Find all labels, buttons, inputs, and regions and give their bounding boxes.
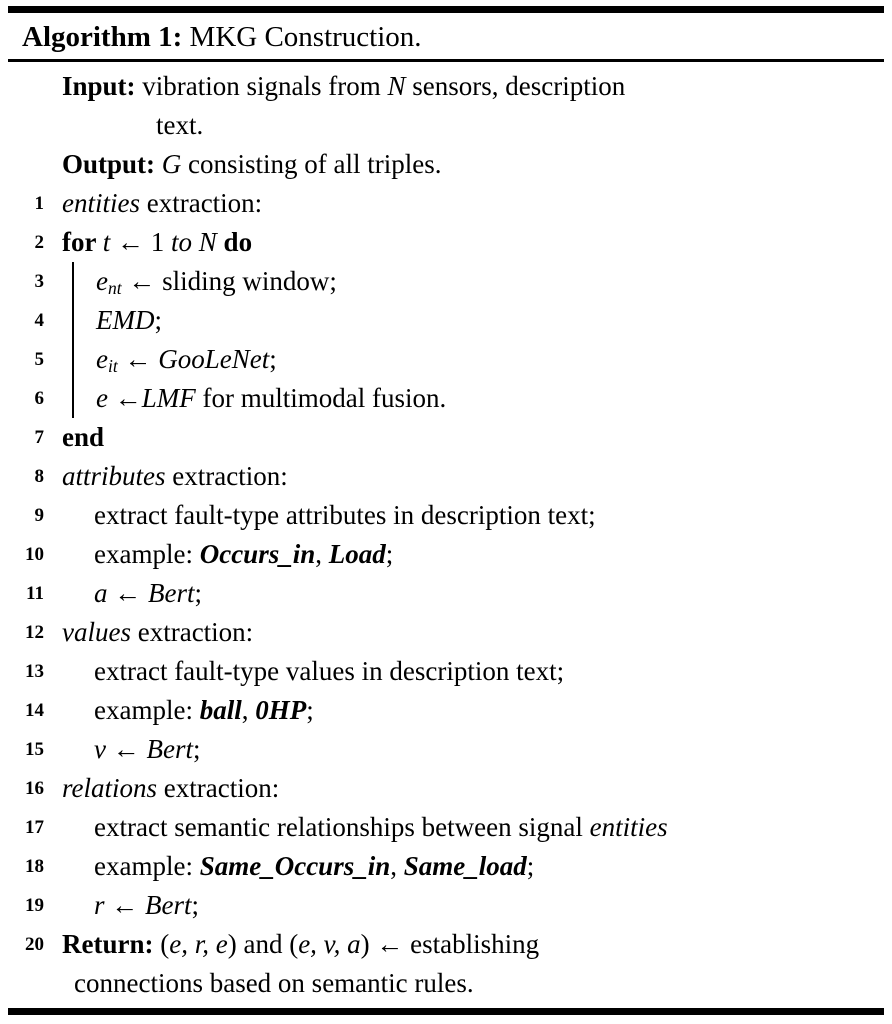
text-segment: v <box>94 734 106 764</box>
algorithm-title-label: Algorithm 1: <box>22 21 183 53</box>
line-content <box>44 652 564 691</box>
line-number <box>8 106 44 145</box>
line-number: 19 <box>25 895 44 916</box>
text-segment: ← <box>104 890 146 920</box>
line-content <box>44 418 104 457</box>
text-segment: ← <box>105 734 147 764</box>
text-segment: ← <box>117 344 159 374</box>
line-content <box>44 457 288 496</box>
line-number: 1 <box>34 193 44 214</box>
text-segment: t <box>102 227 111 257</box>
text-segment: extraction: <box>130 617 254 647</box>
line-number: 7 <box>34 427 44 448</box>
text-segment: , <box>241 695 256 725</box>
text-segment: Bert <box>146 734 193 764</box>
algorithm-title-name: MKG Construction. <box>182 21 422 53</box>
algorithm-line <box>8 769 884 808</box>
text-segment: e, r, e <box>169 929 228 959</box>
line-content <box>72 379 446 418</box>
algorithm-line <box>8 379 884 418</box>
text-segment: e <box>96 344 108 374</box>
algorithm-line <box>8 535 884 574</box>
top-rule <box>8 6 884 13</box>
line-content <box>44 886 199 925</box>
algorithm-line <box>8 652 884 691</box>
text-segment: ← <box>107 578 148 608</box>
text-segment: ; <box>192 734 201 764</box>
text-segment: Same_load <box>403 851 527 881</box>
text-segment: sensors, description <box>405 71 626 101</box>
text-segment: e <box>96 383 108 413</box>
text-segment: a <box>94 578 108 608</box>
algorithm-line <box>8 574 884 613</box>
text-segment: G <box>161 149 182 179</box>
text-segment: ( <box>160 929 170 959</box>
text-segment: ← sliding window; <box>121 266 337 296</box>
line-content <box>44 730 201 769</box>
text-segment: extraction: <box>139 188 263 218</box>
line-number <box>8 145 44 184</box>
line-content <box>44 496 596 535</box>
line-number: 15 <box>25 739 44 760</box>
line-number: 12 <box>25 622 44 643</box>
text-segment: connections based on semantic rules. <box>74 968 474 998</box>
line-number: 10 <box>25 544 44 565</box>
line-number <box>8 67 44 106</box>
text-segment: GooLeNet <box>158 344 270 374</box>
algorithm-line <box>8 964 884 1003</box>
text-segment: extraction: <box>157 773 280 803</box>
line-number: 13 <box>25 661 44 682</box>
text-segment: extraction: <box>165 461 288 491</box>
line-content <box>44 184 262 223</box>
text-segment: Output: <box>62 149 162 179</box>
text-segment: extract fault-type attributes in description text; <box>94 500 596 530</box>
text-segment: ; <box>191 890 200 920</box>
text-segment: , <box>390 851 404 881</box>
line-content <box>44 691 314 730</box>
line-content <box>44 964 474 1003</box>
algorithm-line <box>8 925 884 964</box>
algorithm-line <box>8 691 884 730</box>
text-segment: r <box>94 890 105 920</box>
text-segment: ← 1 <box>110 227 172 257</box>
text-segment: , <box>315 539 329 569</box>
text-segment <box>192 227 199 257</box>
text-segment: Bert <box>148 578 195 608</box>
text-segment: N <box>198 227 217 257</box>
line-number: 8 <box>34 466 44 487</box>
line-content <box>44 223 252 262</box>
text-segment: ball <box>199 695 242 725</box>
text-segment: e <box>96 266 108 296</box>
text-segment: extract semantic relationships between signal <box>94 812 590 842</box>
line-content <box>44 847 534 886</box>
text-segment: ; <box>526 851 535 881</box>
bottom-rule <box>8 1008 884 1015</box>
text-segment: ) and ( <box>227 929 299 959</box>
line-content <box>44 535 393 574</box>
line-number: 3 <box>34 271 44 292</box>
algorithm-line <box>8 418 884 457</box>
line-number: 14 <box>25 700 44 721</box>
text-segment: LMF <box>141 383 196 413</box>
text-segment: attributes <box>62 461 166 491</box>
text-segment: relations <box>62 773 158 803</box>
line-content <box>72 301 162 340</box>
text-segment: entities <box>589 812 668 842</box>
text-segment: text. <box>156 110 204 140</box>
text-segment: for <box>62 227 103 257</box>
algorithm-line <box>8 223 884 262</box>
text-segment: consisting of all triples. <box>181 149 442 179</box>
text-segment: example: <box>94 851 200 881</box>
algorithm-line <box>8 262 884 301</box>
line-number: 11 <box>26 583 44 604</box>
text-segment: do <box>223 227 253 257</box>
line-content <box>44 613 253 652</box>
text-segment: Input: <box>62 71 143 101</box>
text-segment: values <box>62 617 131 647</box>
algorithm-line <box>8 496 884 535</box>
text-segment: example: <box>94 539 200 569</box>
text-segment: nt <box>107 277 122 298</box>
line-content <box>44 106 203 145</box>
line-number: 20 <box>25 934 44 955</box>
line-content <box>44 769 279 808</box>
line-number: 18 <box>25 856 44 877</box>
text-segment: end <box>62 422 105 452</box>
text-segment: ; <box>154 305 162 335</box>
text-segment: Occurs_in <box>199 539 316 569</box>
line-number: 16 <box>25 778 44 799</box>
line-content <box>44 808 668 847</box>
line-number: 4 <box>34 310 44 331</box>
text-segment: ; <box>194 578 203 608</box>
text-segment: Same_Occurs_in <box>199 851 391 881</box>
line-content <box>44 67 625 106</box>
text-segment: N <box>387 71 406 101</box>
line-content <box>72 262 337 301</box>
text-segment: Return: <box>62 929 161 959</box>
algorithm-line <box>8 145 884 184</box>
algorithm-body <box>8 62 884 1008</box>
text-segment: ; <box>385 539 394 569</box>
line-content <box>44 925 539 964</box>
text-segment: Bert <box>145 890 192 920</box>
line-content <box>72 340 277 379</box>
line-number <box>8 964 44 1003</box>
algorithm-line <box>8 301 884 340</box>
text-segment: 0HP <box>255 695 307 725</box>
algorithm-line <box>8 184 884 223</box>
text-segment <box>217 227 224 257</box>
algorithm-line <box>8 613 884 652</box>
text-segment: ) ← establishing <box>360 929 540 959</box>
line-number: 17 <box>25 817 44 838</box>
algorithm-line <box>8 106 884 145</box>
text-segment: to <box>171 227 193 257</box>
line-number: 5 <box>34 349 44 370</box>
text-segment: vibration signals from <box>142 71 388 101</box>
text-segment: for multimodal fusion. <box>195 383 447 413</box>
text-segment: ; <box>306 695 314 725</box>
line-content <box>44 574 202 613</box>
line-number: 9 <box>34 505 44 526</box>
algorithm-title <box>8 13 884 59</box>
algorithm-line <box>8 808 884 847</box>
text-segment: it <box>107 355 118 376</box>
text-segment: ; <box>269 344 277 374</box>
line-number: 2 <box>34 232 44 253</box>
algorithm-line <box>8 67 884 106</box>
text-segment: extract fault-type values in description text; <box>94 656 565 686</box>
text-segment: entities <box>62 188 140 218</box>
algorithm-line <box>8 847 884 886</box>
line-number: 6 <box>34 388 44 409</box>
text-segment: EMD <box>96 305 155 335</box>
text-segment: example: <box>94 695 200 725</box>
text-segment: ← <box>107 383 142 413</box>
algorithm-line <box>8 730 884 769</box>
line-content <box>44 145 442 184</box>
text-segment: Load <box>328 539 386 569</box>
text-segment: e, v, a <box>298 929 361 959</box>
algorithm-line <box>8 886 884 925</box>
algorithm-line <box>8 340 884 379</box>
algorithm-line <box>8 457 884 496</box>
